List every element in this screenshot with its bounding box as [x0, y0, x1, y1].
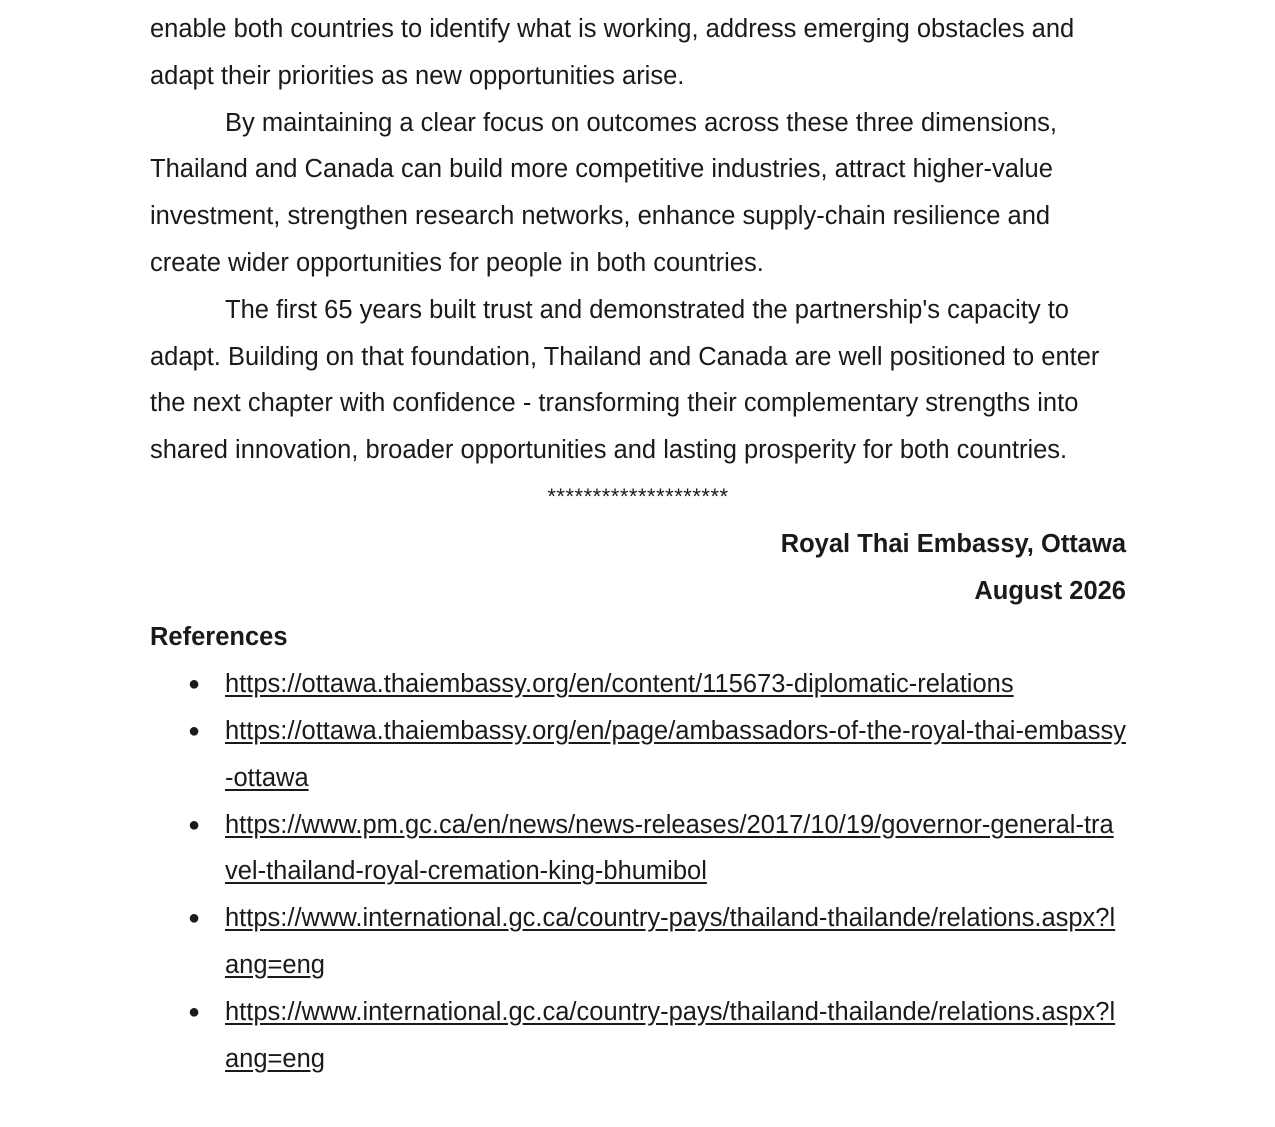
reference-item-3 — [150, 802, 1126, 896]
bullet-icon: ● — [188, 1000, 201, 1023]
references-heading: References — [150, 623, 288, 652]
document-page — [150, 6, 1126, 1082]
bullet-icon: ● — [188, 813, 201, 836]
reference-item-5 — [150, 989, 1126, 1083]
reference-link-3[interactable]: https://www.pm.gc.ca/en/news/news-releases/2017/10/19/governor-general-travel-thailand-royal-cremation-king-bhumibol — [225, 810, 1114, 886]
signature-date: August 2026 — [974, 576, 1126, 605]
references-list — [150, 661, 1126, 1082]
signature-organization: Royal Thai Embassy, Ottawa — [780, 529, 1126, 558]
reference-link-2[interactable]: https://ottawa.thaiembassy.org/en/page/ambassadors-of-the-royal-thai-embassy-ottawa — [225, 716, 1126, 792]
section-separator: ******************** — [547, 483, 729, 509]
bullet-icon: ● — [188, 719, 201, 742]
body-paragraph-3: The first 65 years built trust and demonstrated the partnership's capacity to adapt. Building on that foundation, Thailand and Canada are well positioned to enter the next chapter with confidence - transforming their complementary strengths into shared innovation, broader opportunities and lasting prosperity for both countries. — [150, 295, 1100, 465]
reference-item-1 — [150, 661, 1126, 708]
body-paragraph-2: By maintaining a clear focus on outcomes across these three dimensions, Thailand and Canada can build more competitive industries, attract higher-value investment, strengthen research networks, enhance supply-chain resilience and create wider opportunities for people in both countries. — [150, 108, 1058, 277]
bullet-icon: ● — [188, 907, 201, 930]
body-paragraph-1: enable both countries to identify what is working, address emerging obstacles and adapt their priorities as new opportunities arise. — [150, 15, 1075, 90]
reference-link-1[interactable]: https://ottawa.thaiembassy.org/en/content/115673-diplomatic-relations — [225, 670, 1014, 699]
bullet-icon: ● — [188, 673, 201, 696]
reference-item-4 — [150, 895, 1126, 989]
reference-link-4[interactable]: https://www.international.gc.ca/country-pays/thailand-thailande/relations.aspx?lang=eng — [225, 904, 1116, 979]
reference-link-5[interactable]: https://www.international.gc.ca/country-pays/thailand-thailande/relations.aspx?lang=eng — [225, 997, 1116, 1073]
reference-item-2 — [150, 708, 1126, 802]
